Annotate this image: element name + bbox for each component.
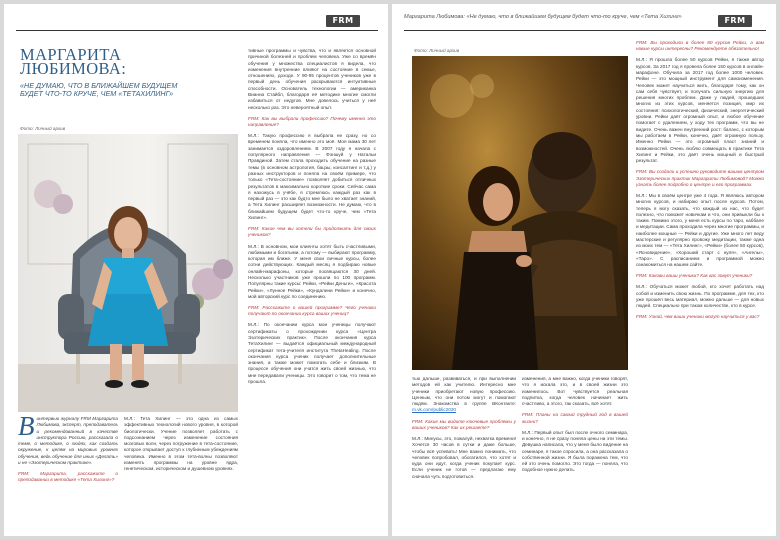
paragraph: М.Л.: Я прошла более 50 курсов Рейки, я также автор курсов. За 2017 год я провела более 150 курсов в онлайн-марафоне. Обучила за 2017 год более 1000 человек. Рейки — это мощный инструмент для самоизменения. Человек может научиться жить, благодаря тому, как он сам себя чувствует, и получать сильную энергию для решения многих проблем. Даже у людей, прошедших многих из этих курсов, меняется позиция, мир их состояния: психологический, физический, энергетический уровни. Рейки даёт огромный опыт, и любое обучение помогает с удалением, у ходу тех программ, что вы не видите. Очень важен внутренний рост: баланс, с которым мы работаем в Рейки, конечно, даёт огромную пользу. Именно Рейки — это огромный пласт знаний и возможностей. Очень люблю совмещать в практике Тета Хилинг и Рейки, это даёт очень мощный и быстрый результат.: [636, 57, 764, 164]
paragraph: М.Л.: По окончании курса мои ученицы получают сертификаты о прохождении курса «Центра Эзотерических практик». После окончания курса ТетаХилинг — выдаётся официальный международный сертификат тета-учителя института ThetaHealing. После окончания курса ученик получает дополнительные знания, а также может помогать себе и близким. В процессе обучения они учатся жить своей жизнью, что мне передавали ученицы. Это говорит о том, что тема не прошла.: [248, 322, 376, 385]
question-text: FRM: Расскажите о вашей программе? Чего ученики получают по окончании курса ваших учениц?: [248, 304, 376, 317]
photo-caption: Фото: Личный архив: [414, 48, 460, 53]
header-rule: [404, 30, 766, 31]
question-text: FRM: Узнай, чем ваши ученики могут научиться у вас?: [636, 314, 760, 320]
question-text: FRM: Вы создали и успешно руководите вашим центром Эзотерических практик Маргариты Любимовой? Можно узнать более подробно о центре и его программах.: [636, 169, 764, 187]
portrait-photo-image: [18, 134, 238, 412]
paragraph: М.Л.: Такую профессию я выбрала не сразу, но со временем поняла, что именно это моё. Моя мама 30 лет занимается оздоровлением. В 2007 году я начала с популярного направления — Фэншуй у Натальи Правдиной. Затем стала проходить обучение на разные темы (в основном астрология, бацзы, консалтинг и т.д.) у разных инструкторов и поняла на своём примере, что только «Тета-состояние» позволяет добиться отличных результатов в максимально короткие сроки. Сейчас сама я нахожусь в учёбе, я стремлюсь каждый раз как в первый раз — это как будто мне было не хватает знаний, а Тета Хилинг расширяет возможности. Не думаю, что в ближайшем будущем будет что-то круче, чем «Тета Хилинг».: [248, 133, 376, 221]
title-line-2: ЛЮБИМОВА:: [20, 59, 127, 78]
paragraph-text: тью дальше, развиваться, и при выполнении методов ей как учителю. Интересно мне ученики приобретают новую профессию. Ценным, что они потом могут и помогают людям. Знакомства в группе ВКонтакте:: [412, 376, 516, 407]
question-text: FRM: Как вы выбрали профессию? Почему именно это направление?: [248, 115, 376, 128]
intro-text: интервью журналу FRM Маргарита Любимова, эксперт, преподаватель и рекомендованный в качестве инструктора Россию, рассказала о теме, о методике, о людях, как создать окружение, к целям на мировых уровнях обучения, ведь обучение для иных «Делать» и не «Эзотерическом практике».: [18, 416, 118, 466]
column-3: [248, 48, 376, 526]
question-text: FRM: Какие чем вы хотели бы продолжить для своих учеников?: [248, 226, 376, 238]
portrait-photo: [18, 134, 238, 412]
article-subtitle: «НЕ ДУМАЮ, ЧТО В БЛИЖАЙШЕМ БУДУЩЕМ БУДЕТ ЧТО-ТО КРУЧЕ, ЧЕМ «ТЕТАХИЛИНГ»: [20, 81, 178, 98]
question-text: FRM: Маргарита, расскажите о преподавании в методике «Тета Хилинг»?: [18, 471, 118, 483]
title-line-1: МАРГАРИТА: [20, 45, 122, 64]
question-text: FRM: Каковы ваши ученики? Как вас зовут ученики?: [636, 273, 753, 279]
right-page: [392, 4, 776, 536]
magazine-logo: FRM: [326, 15, 360, 27]
statue-photo: [412, 56, 628, 370]
paragraph: М.Л.: Первый опыт был после очного семинара, и конечно, я не сразу поняла цены на эти темы. Девушка написала, что у меня было видение на семинаре, я такое спросила, а она рассказала о собственной жизни. Я была поражена тем, что ей это очень помогло. Это тогда — поняла, что подобное нужно делать.: [522, 429, 628, 473]
article-title: [20, 45, 180, 78]
column-3: [636, 40, 764, 528]
vk-link[interactable]: m.vk.com/public2020: [412, 407, 457, 413]
question-text: FRM: Какие мы видите ключевые проблемы у ваших учеников? Как их решаете?: [412, 418, 516, 430]
drop-cap: В: [18, 416, 35, 441]
answer-text: М.Л.: Тета Хилинг — это одна из самых эффективных технологий нового уровня, в которой биологически. Учение позволяет работать с подсознанием через изменение состояния мозговых волн, через погружение в тета-состояние, которое открывает доступ к глубинным убеждениям человека. Именно в этом тета-волны позволяют изменять программы на уровне ядра, генетическом, историческом и душевном уровнях.: [124, 416, 238, 472]
paragraph: тивные программы и чувства, что и является основной причиной болезней и проблем человека. Уже со времён обучения у множества специалистов я видела, что изменения внутренние влияют на состояние в семье, отношениях, доходе. У 90-95 процентов учеников уже в первый день обучения раскрываются интуитивные способности. Основатель технологии — американка Вианна Стайбл, благодаря её методике многие смогли избавиться от недугов. Мне довелось учиться у неё несколько раз. Это невероятный опыт.: [248, 48, 376, 110]
paragraph: М.Л.: Мы в своём центре уже 4 года. Я являюсь автором многих курсов, и набираю опыт после курсов. Потом, теперь я могу сказать, что каждый из нас, что будет полезно, что поможет новичкам и что, они привыкли бы к таким. Помимо этого, у меня есть курсы по таро, каббале и медитации. Сама проходила через многие программы, и наиболее мощные — Рейки и другие. Уже много лет веду мастерские и регулярно провожу медитации, также одна из моих тем — «Тета Хилинг», «Рейки» (более 50 курсов), «Ясновидение», «Хороший старт с нуля», «Ангелы», «Таро». С расписанием и программой можно ознакомиться на нашем сайте.: [636, 192, 764, 268]
header-rule: [16, 30, 378, 31]
column-2: [124, 416, 238, 526]
paragraph: [412, 376, 516, 414]
magazine-logo: FRM: [718, 15, 752, 27]
statue-photo-image: [412, 56, 628, 370]
photo-caption: Фото: Личный архив: [20, 126, 66, 131]
paragraph: М.Л.: Минусы, это, пожалуй, нехватка времени! Хочется 30 часов в сутки и даже больше, чтобы всё успевать! Мне важно понимать, что человек попробовал, обогатился, что хотят и куда они идут, когда ученик покупает курс. Если ученик не готов — предлагаю ему сначала чуть подготовиться.: [412, 435, 516, 479]
paragraph: М.Л.: Обучаться может любой, кто хочет работать над собой и изменить свою жизнь. По программе, для тех, кто уже прошёл весь материал, можно дальше — для новых людей. Специально при таком количестве, кто в курсе.: [636, 284, 764, 309]
running-head: Маргарита Любимова: «Не думаю, что в ближайшем будущем будет что-то круче, чем «Тета Хилинг»: [404, 14, 682, 20]
column-2: [522, 376, 628, 528]
question-text: FRM: Планы на самый трудный год в вашей жизни?: [522, 412, 628, 424]
intro-column: [18, 416, 118, 526]
left-page: [4, 4, 388, 536]
column-1: [412, 376, 516, 528]
paragraph: изменения, а мне важно, когда ученики говорят, что я искала это, и в своей жизни это изменилось. Вот чувствуется реальная подпитка, когда человек начинает жить счастливо, а этого, так сказать, всё хотят.: [522, 376, 628, 407]
question-text: FRM: Вы проходили в более 80 курсов Рейки, а вам новые курсы интересны? Рекомендуете обязательно!: [636, 40, 764, 52]
paragraph: М.Л.: В основном, мои клиенты хотят быть счастливыми, любимыми и богатыми, а потому — выбирают программу, которая им ближе. У меня свои личные курсы, более сотни действующих. Каждый месяц я подбираю новые онлайн-марафоны, которые посвящаются 30 дней. Несколько участников уже прошли по 100 программ. Популярны такие курсы: Рейки, «Рейки Деньги», «Красота Рейки», «Лунное Рейки», «Кундалини Рейки» и конечно, мой авторский курс по соединению.: [248, 243, 376, 299]
